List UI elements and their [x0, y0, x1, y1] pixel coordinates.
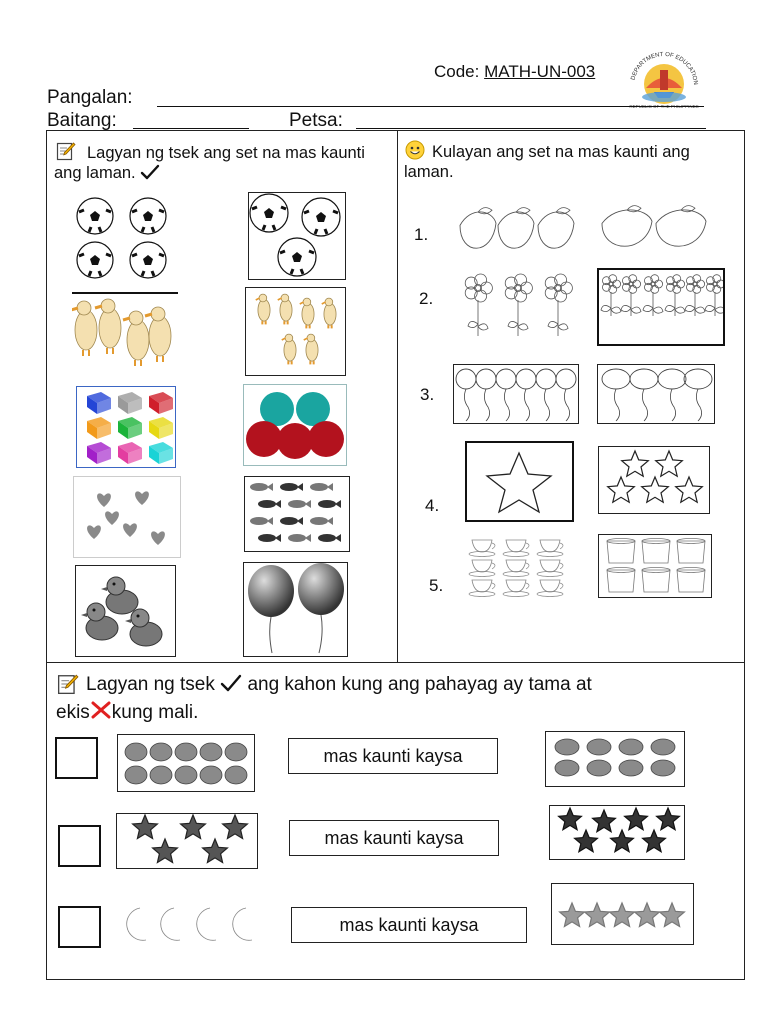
deped-seal [624, 46, 704, 110]
set-3-flowers[interactable] [458, 270, 578, 346]
set-5-colored-balls[interactable] [243, 384, 347, 466]
set-3-soccer-balls[interactable] [248, 192, 346, 280]
set-5-grey-stars [551, 883, 694, 945]
item-number: 5. [429, 576, 444, 595]
set-6-jars[interactable] [598, 534, 712, 598]
set-12-fish[interactable] [244, 476, 350, 552]
set-2-balloons[interactable] [243, 562, 348, 657]
memo-pencil-icon [57, 673, 79, 695]
item-number: 2. [419, 289, 434, 308]
section3-instruction-line2: ekis kung mali. [56, 702, 199, 723]
set-3-mangoes[interactable] [456, 198, 580, 258]
grade-field[interactable] [133, 128, 249, 129]
comparison-label: mas kaunti kaysa [288, 738, 498, 774]
section3-instruction-line1: Lagyan ng tsek ang kahon kung ang pahayag ay tama at [86, 674, 592, 695]
x-mark-icon [90, 700, 112, 720]
section1-instruction: Lagyan ng tsek ang set na mas kaunti ang laman. [54, 144, 365, 182]
answer-checkbox[interactable] [58, 825, 101, 867]
set-4-ducklings[interactable] [72, 292, 178, 382]
set-1-star[interactable] [465, 441, 574, 522]
section-divider [47, 662, 744, 663]
code-label: Code: MATH-UN-003 [434, 62, 596, 81]
set-10-ovals [117, 734, 255, 792]
checkmark-icon [220, 674, 242, 692]
svg-text:DEPARTMENT OF EDUCATION: DEPARTMENT OF EDUCATION [630, 51, 699, 86]
set-5-stars[interactable] [598, 446, 710, 514]
set-8-ovals [545, 731, 685, 787]
set-6-hearts[interactable] [73, 476, 181, 558]
item-number: 4. [425, 496, 440, 515]
item-number: 1. [414, 225, 429, 244]
grade-label: Baitang: [47, 110, 117, 131]
set-4-moons [118, 904, 258, 948]
name-field[interactable] [157, 106, 704, 107]
set-6-outline-balloons[interactable] [453, 364, 579, 424]
checkmark-icon [140, 164, 160, 180]
set-9-cups[interactable] [466, 536, 574, 600]
answer-checkbox[interactable] [55, 737, 98, 779]
column-divider [397, 131, 398, 662]
set-7-dark-stars [549, 805, 685, 860]
set-3-ducks[interactable] [75, 565, 176, 657]
svg-text:REPUBLIC OF THE PHILIPPINES: REPUBLIC OF THE PHILIPPINES [629, 104, 699, 109]
set-5-dark-stars [116, 813, 258, 869]
set-6-flowers[interactable] [597, 268, 725, 346]
set-4-outline-balloons[interactable] [597, 364, 715, 424]
item-number: 3. [420, 385, 435, 404]
answer-checkbox[interactable] [58, 906, 101, 948]
comparison-label: mas kaunti kaysa [291, 907, 527, 943]
set-6-ducklings[interactable] [245, 287, 346, 376]
date-field[interactable] [356, 128, 706, 129]
code-value: MATH-UN-003 [484, 62, 596, 81]
set-4-soccer-balls[interactable] [72, 192, 174, 284]
comparison-label: mas kaunti kaysa [289, 820, 499, 856]
set-9-colored-cubes[interactable] [76, 386, 176, 468]
date-label: Petsa: [289, 110, 343, 131]
section2-instruction: Kulayan ang set na mas kaunti ang laman. [404, 143, 690, 181]
name-label: Pangalan: [47, 87, 133, 108]
set-2-mangoes[interactable] [598, 198, 714, 258]
